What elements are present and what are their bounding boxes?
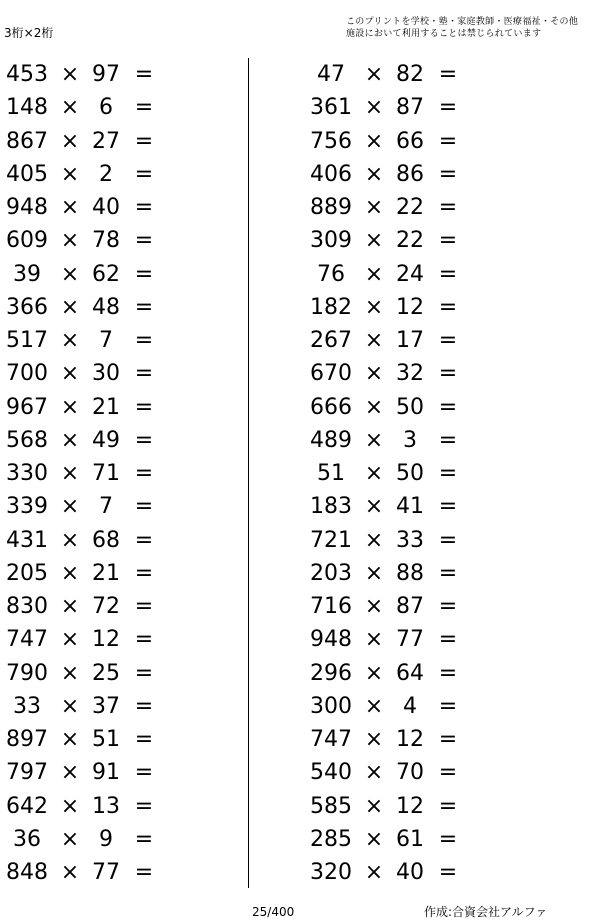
times-sign: × xyxy=(364,128,384,154)
multiplicand: 267 xyxy=(310,328,352,353)
equals-sign: = xyxy=(438,427,458,453)
multiplier: 33 xyxy=(396,527,424,553)
equals-sign: = xyxy=(438,361,458,387)
times-sign: × xyxy=(60,427,80,453)
multiplicand: 517 xyxy=(6,328,48,353)
equals-sign: = xyxy=(438,793,458,819)
multiplier: 88 xyxy=(396,560,424,586)
equals-sign: = xyxy=(438,727,458,752)
equals-sign: = xyxy=(134,860,154,885)
multiplier: 12 xyxy=(396,793,424,819)
multiplicand: 406 xyxy=(310,161,352,187)
multiplier: 41 xyxy=(396,494,424,520)
multiplicand: 716 xyxy=(310,594,352,619)
times-sign: × xyxy=(60,560,80,586)
times-sign: × xyxy=(364,461,384,486)
multiplier: 13 xyxy=(92,793,120,819)
multiplier: 62 xyxy=(92,261,120,287)
multiplicand: 585 xyxy=(310,793,352,819)
times-sign: × xyxy=(364,560,384,586)
multiplier: 50 xyxy=(396,461,424,486)
times-sign: × xyxy=(60,328,80,353)
multiplicand: 642 xyxy=(6,793,48,819)
multiplier: 21 xyxy=(92,560,120,586)
equals-sign: = xyxy=(134,826,154,852)
times-sign: × xyxy=(60,195,80,220)
times-sign: × xyxy=(364,228,384,254)
multiplier: 9 xyxy=(99,826,113,852)
multiplicand: 339 xyxy=(6,494,48,520)
equals-sign: = xyxy=(134,461,154,486)
usage-notice xyxy=(346,16,578,40)
equals-sign: = xyxy=(438,161,458,187)
times-sign: × xyxy=(60,261,80,287)
multiplier: 22 xyxy=(396,228,424,254)
equals-sign: = xyxy=(438,195,458,220)
times-sign: × xyxy=(60,494,80,520)
equals-sign: = xyxy=(438,527,458,553)
multiplier: 25 xyxy=(92,660,120,686)
multiplier: 97 xyxy=(92,62,120,87)
equals-sign: = xyxy=(134,128,154,154)
times-sign: × xyxy=(60,627,80,653)
times-sign: × xyxy=(60,228,80,254)
multiplicand: 666 xyxy=(310,394,352,420)
multiplicand: 756 xyxy=(310,128,352,154)
multiplicand: 790 xyxy=(6,660,48,686)
times-sign: × xyxy=(364,161,384,187)
multiplier: 7 xyxy=(99,494,113,520)
column-divider xyxy=(248,58,249,888)
multiplicand: 76 xyxy=(317,261,345,287)
multiplier: 82 xyxy=(396,62,424,87)
multiplier: 70 xyxy=(396,760,424,786)
multiplicand: 747 xyxy=(310,727,352,752)
multiplicand: 967 xyxy=(6,394,48,420)
multiplicand: 948 xyxy=(310,627,352,653)
equals-sign: = xyxy=(438,660,458,686)
equals-sign: = xyxy=(438,261,458,287)
equals-sign: = xyxy=(438,62,458,87)
times-sign: × xyxy=(60,760,80,786)
times-sign: × xyxy=(60,793,80,819)
multiplicand: 39 xyxy=(13,261,41,287)
multiplicand: 431 xyxy=(6,527,48,553)
multiplier: 71 xyxy=(92,461,120,486)
multiplier: 4 xyxy=(403,693,417,719)
page-number: 25/400 xyxy=(252,905,295,919)
multiplicand: 285 xyxy=(310,826,352,852)
multiplicand: 148 xyxy=(6,95,48,121)
multiplier: 22 xyxy=(396,195,424,220)
equals-sign: = xyxy=(438,594,458,619)
times-sign: × xyxy=(364,760,384,786)
equals-sign: = xyxy=(438,760,458,786)
multiplicand: 309 xyxy=(310,228,352,254)
times-sign: × xyxy=(60,361,80,387)
multiplicand: 320 xyxy=(310,860,352,885)
multiplier: 12 xyxy=(396,294,424,320)
multiplier: 40 xyxy=(92,195,120,220)
multiplicand: 33 xyxy=(13,693,41,719)
times-sign: × xyxy=(364,527,384,553)
times-sign: × xyxy=(364,727,384,752)
times-sign: × xyxy=(364,427,384,453)
multiplier: 50 xyxy=(396,394,424,420)
equals-sign: = xyxy=(438,560,458,586)
multiplier: 49 xyxy=(92,427,120,453)
multiplicand: 747 xyxy=(6,627,48,653)
equals-sign: = xyxy=(134,161,154,187)
multiplicand: 203 xyxy=(310,560,352,586)
multiplier: 12 xyxy=(396,727,424,752)
equals-sign: = xyxy=(134,627,154,653)
multiplicand: 205 xyxy=(6,560,48,586)
multiplier: 61 xyxy=(396,826,424,852)
usage-notice-line-2: 施設において利用することは禁じられています xyxy=(346,29,542,39)
author-credit: 作成:合資会社アルファ xyxy=(424,905,548,919)
times-sign: × xyxy=(60,294,80,320)
equals-sign: = xyxy=(134,793,154,819)
multiplicand: 330 xyxy=(6,461,48,486)
times-sign: × xyxy=(364,95,384,121)
equals-sign: = xyxy=(134,328,154,353)
multiplicand: 366 xyxy=(6,294,48,320)
multiplicand: 700 xyxy=(6,361,48,387)
multiplier: 87 xyxy=(396,594,424,619)
multiplier: 68 xyxy=(92,527,120,553)
equals-sign: = xyxy=(134,361,154,387)
equals-sign: = xyxy=(134,427,154,453)
times-sign: × xyxy=(364,62,384,87)
multiplicand: 361 xyxy=(310,95,352,121)
multiplicand: 889 xyxy=(310,195,352,220)
times-sign: × xyxy=(364,826,384,852)
times-sign: × xyxy=(60,594,80,619)
times-sign: × xyxy=(364,594,384,619)
multiplier: 64 xyxy=(396,660,424,686)
equals-sign: = xyxy=(438,461,458,486)
equals-sign: = xyxy=(438,328,458,353)
equals-sign: = xyxy=(134,261,154,287)
equals-sign: = xyxy=(134,760,154,786)
times-sign: × xyxy=(60,128,80,154)
equals-sign: = xyxy=(134,62,154,87)
times-sign: × xyxy=(60,161,80,187)
multiplier: 77 xyxy=(92,860,120,885)
multiplier: 66 xyxy=(396,128,424,154)
multiplicand: 867 xyxy=(6,128,48,154)
times-sign: × xyxy=(364,494,384,520)
worksheet-title: 3桁×2桁 xyxy=(4,26,54,40)
multiplier: 12 xyxy=(92,627,120,653)
equals-sign: = xyxy=(438,228,458,254)
multiplicand: 721 xyxy=(310,527,352,553)
multiplier: 72 xyxy=(92,594,120,619)
multiplicand: 540 xyxy=(310,760,352,786)
equals-sign: = xyxy=(438,294,458,320)
multiplicand: 489 xyxy=(310,427,352,453)
equals-sign: = xyxy=(134,494,154,520)
times-sign: × xyxy=(60,860,80,885)
equals-sign: = xyxy=(134,95,154,121)
multiplier: 24 xyxy=(396,261,424,287)
times-sign: × xyxy=(60,62,80,87)
times-sign: × xyxy=(364,361,384,387)
times-sign: × xyxy=(60,727,80,752)
equals-sign: = xyxy=(438,394,458,420)
equals-sign: = xyxy=(134,228,154,254)
times-sign: × xyxy=(60,693,80,719)
equals-sign: = xyxy=(134,195,154,220)
usage-notice-line-1: このプリントを学校・塾・家庭教師・医療福祉・その他 xyxy=(346,17,579,27)
multiplier: 17 xyxy=(396,328,424,353)
equals-sign: = xyxy=(438,494,458,520)
multiplier: 37 xyxy=(92,693,120,719)
multiplier: 2 xyxy=(99,161,113,187)
times-sign: × xyxy=(60,660,80,686)
multiplier: 91 xyxy=(92,760,120,786)
multiplicand: 296 xyxy=(310,660,352,686)
equals-sign: = xyxy=(134,727,154,752)
equals-sign: = xyxy=(438,860,458,885)
multiplier: 87 xyxy=(396,95,424,121)
multiplicand: 36 xyxy=(13,826,41,852)
equals-sign: = xyxy=(134,527,154,553)
times-sign: × xyxy=(364,860,384,885)
times-sign: × xyxy=(60,394,80,420)
multiplier: 40 xyxy=(396,860,424,885)
equals-sign: = xyxy=(438,826,458,852)
equals-sign: = xyxy=(134,594,154,619)
times-sign: × xyxy=(364,793,384,819)
multiplier: 6 xyxy=(99,95,113,121)
multiplier: 27 xyxy=(92,128,120,154)
multiplicand: 51 xyxy=(317,461,345,486)
equals-sign: = xyxy=(134,660,154,686)
times-sign: × xyxy=(364,627,384,653)
multiplier: 48 xyxy=(92,294,120,320)
equals-sign: = xyxy=(134,560,154,586)
multiplier: 7 xyxy=(99,328,113,353)
multiplicand: 453 xyxy=(6,62,48,87)
multiplier: 30 xyxy=(92,361,120,387)
equals-sign: = xyxy=(134,693,154,719)
equals-sign: = xyxy=(134,294,154,320)
multiplicand: 609 xyxy=(6,228,48,254)
multiplier: 3 xyxy=(403,427,417,453)
times-sign: × xyxy=(60,527,80,553)
times-sign: × xyxy=(60,826,80,852)
times-sign: × xyxy=(364,660,384,686)
multiplicand: 183 xyxy=(310,494,352,520)
multiplier: 21 xyxy=(92,394,120,420)
multiplier: 78 xyxy=(92,228,120,254)
times-sign: × xyxy=(60,461,80,486)
times-sign: × xyxy=(364,394,384,420)
equals-sign: = xyxy=(438,128,458,154)
multiplicand: 897 xyxy=(6,727,48,752)
multiplier: 51 xyxy=(92,727,120,752)
multiplicand: 848 xyxy=(6,860,48,885)
equals-sign: = xyxy=(438,693,458,719)
equals-sign: = xyxy=(438,627,458,653)
multiplicand: 568 xyxy=(6,427,48,453)
times-sign: × xyxy=(364,328,384,353)
multiplicand: 182 xyxy=(310,294,352,320)
equals-sign: = xyxy=(134,394,154,420)
times-sign: × xyxy=(364,195,384,220)
multiplicand: 670 xyxy=(310,361,352,387)
multiplier: 86 xyxy=(396,161,424,187)
multiplicand: 47 xyxy=(317,62,345,87)
multiplier: 32 xyxy=(396,361,424,387)
times-sign: × xyxy=(364,261,384,287)
multiplicand: 948 xyxy=(6,195,48,220)
times-sign: × xyxy=(60,95,80,121)
multiplier: 77 xyxy=(396,627,424,653)
equals-sign: = xyxy=(438,95,458,121)
multiplicand: 797 xyxy=(6,760,48,786)
multiplicand: 830 xyxy=(6,594,48,619)
times-sign: × xyxy=(364,294,384,320)
multiplicand: 300 xyxy=(310,693,352,719)
times-sign: × xyxy=(364,693,384,719)
multiplicand: 405 xyxy=(6,161,48,187)
